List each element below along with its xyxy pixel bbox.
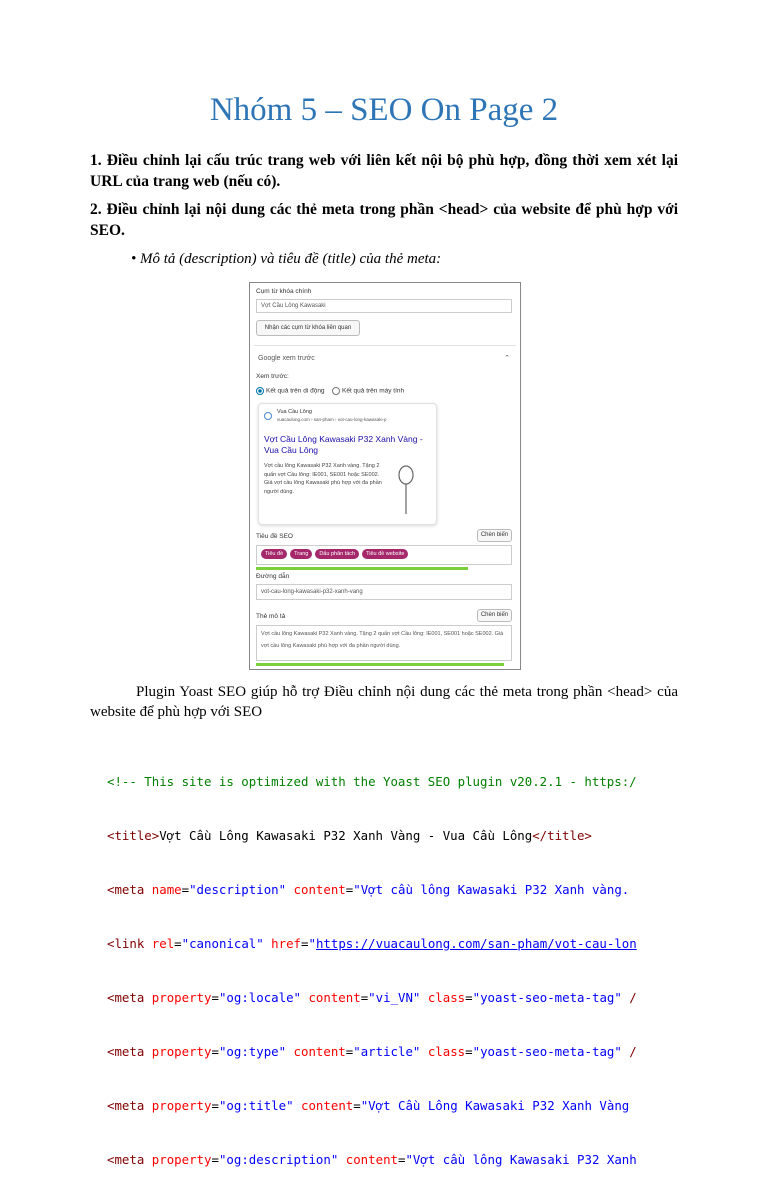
code-line-3: <meta name="description" content="Vợt cầu lông Kawasaki P32 Xanh vàng. [107,882,630,897]
google-result-card [258,403,437,525]
code-value: "og:type" [218,1044,287,1059]
code-value: "og:description" [218,1152,339,1167]
preview-mode-label: Xem trước: [256,373,289,380]
code-tag: <meta [107,1044,145,1059]
code-line-8: <meta property="og:description" content="Vợt cầu lông Kawasaki P32 Xanh [107,1152,637,1167]
code-line-6: <meta property="og:type" content="article" class="yoast-seo-meta-tag" / [107,1044,637,1059]
code-attr: content [345,1152,398,1167]
meta-description-label: Thẻ mô tả [256,613,286,620]
code-value: "Vợt cầu lông Kawasaki P32 Xanh vàng. [353,882,630,897]
code-tag: / [621,1044,637,1059]
code-value: "article" [353,1044,421,1059]
slug-input[interactable]: vot-cau-long-kawasaki-p32-xanh-vang [256,584,512,600]
code-attr: class [427,990,466,1005]
code-value: "vi_VN" [368,990,421,1005]
seo-title-progress-bar [256,567,468,570]
item-1-text: 1. Điều chỉnh lại cấu trúc trang web với liên kết nội bộ phù hợp, đồng thời xem xét lại URL của trang web (nếu có). [90,152,678,190]
desktop-option[interactable] [332,387,404,395]
chevron-up-icon[interactable]: ⌃ [504,355,510,362]
divider [254,345,516,346]
code-tag: <meta [107,882,145,897]
pill-site-title[interactable]: Tiêu đề website [362,549,408,559]
pill-page[interactable]: Trang [290,549,312,559]
code-line-1 [107,773,677,791]
item-2-text: 2. Điều chỉnh lại nội dung các thẻ meta trong phần <head> của website để phù hợp với SEO. [90,201,678,239]
code-attr: content [293,882,346,897]
keyphrase-input[interactable]: Vợt Cầu Lông Kawasaki [256,299,512,313]
seo-title-label: Tiêu đề SEO [256,533,293,540]
pill-separator[interactable]: Dấu phân tách [315,549,359,559]
code-value: "yoast-seo-meta-tag" [472,990,622,1005]
code-attr: property [151,1098,212,1113]
canonical-url-link[interactable]: https://vuacaulong.com/san-pham/vot-cau-lon [315,936,637,951]
code-tag: <title> [107,828,160,843]
badminton-racket-image [395,464,417,518]
slug-label: Đường dẫn [256,573,290,580]
code-attr: property [151,1044,212,1059]
code-value: "description" [189,882,287,897]
code-text: Vợt Cầu Lông Kawasaki P32 Xanh Vàng - Vua Cầu Lông [159,828,533,843]
code-comment: <!-- This site is optimized with the Yoast SEO plugin v20.2.1 - https:/ [107,774,637,789]
document-title: Nhóm 5 – SEO On Page 2 [209,92,559,128]
code-attr: class [427,1044,466,1059]
code-value: "Vợt Cầu Lông Kawasaki P32 Xanh Vàng [360,1098,630,1113]
bullet-meta-description: • Mô tả (description) và tiêu đề (title) của thẻ meta: [131,251,442,267]
code-value: "og:title" [218,1098,294,1113]
code-line-5: <meta property="og:locale" content="vi_VN" class="yoast-seo-meta-tag" / [107,990,637,1005]
site-favicon-icon [264,412,272,420]
site-url: vuacaulong.com › san-pham › vot-cau-long-kawasaki-p [277,417,387,422]
related-keyphrases-button[interactable]: Nhận các cụm từ khóa liên quan [256,320,360,336]
code-value: "og:locale" [218,990,301,1005]
seo-title-input[interactable] [256,545,512,565]
meta-description-input[interactable]: Vợt cầu lông Kawasaki P32 Xanh vàng. Tặng 2 quấn vợt Cầu lông: IE001, SE001 hoặc SE002. Giá vợt cầu lông Kawasaki phù hợp với đa phần người dùng. [256,625,512,661]
keyphrase-label: Cụm từ khóa chính [256,288,312,295]
meta-description-insert-variable-button[interactable]: Chèn biến [477,609,512,622]
code-value: "yoast-seo-meta-tag" [472,1044,622,1059]
mobile-radio[interactable] [256,387,264,395]
result-title[interactable]: Vợt Cầu Lông Kawasaki P32 Xanh Vàng - Vua Cầu Lông [264,434,423,455]
desktop-option-label: Kết quả trên máy tính [342,387,405,395]
code-value: "Vợt cầu lông Kawasaki P32 Xanh [405,1152,637,1167]
google-preview-heading[interactable]: Google xem trước [258,355,315,362]
code-attr: name [151,882,182,897]
code-line-7: <meta property="og:title" content="Vợt Cầu Lông Kawasaki P32 Xanh Vàng [107,1098,630,1113]
desktop-radio[interactable] [332,387,340,395]
code-quote: " [308,936,316,951]
code-tag: <link [107,936,145,951]
mobile-option[interactable] [256,387,325,395]
code-attr: content [301,1098,354,1113]
code-attr: property [151,1152,212,1167]
code-attr: content [293,1044,346,1059]
code-tag: </title> [532,828,592,843]
pill-title[interactable]: Tiêu đề [261,549,287,559]
code-tag: <meta [107,1152,145,1167]
code-line-4: <link rel="canonical" href="https://vuacaulong.com/san-pham/vot-cau-lon [107,936,637,951]
yoast-seo-screenshot [249,282,521,670]
result-description: Vợt cầu lông Kawasaki P32 Xanh vàng. Tặng 2 quấn vợt Cầu lông: IE001, SE001 hoặc SE002. Giá vợt cầu lông Kawasaki phù hợp với đa phần người dùng. [264,463,382,495]
screenshot-caption: Plugin Yoast SEO giúp hỗ trợ Điều chỉnh nội dung các thẻ meta trong phần <head> của website để phù hợp với SEO [90,684,678,720]
site-name: Vua Cầu Lông [277,409,312,415]
code-attr: href [271,936,302,951]
code-tag: <meta [107,990,145,1005]
code-tag: <meta [107,1098,145,1113]
meta-description-progress-bar [256,663,504,666]
code-value: "canonical" [181,936,264,951]
seo-title-insert-variable-button[interactable]: Chèn biến [477,529,512,542]
html-code-block [107,737,677,1187]
code-attr: content [308,990,361,1005]
mobile-option-label: Kết quả trên di động [266,387,325,395]
code-line-2 [107,827,677,845]
code-attr: property [151,990,212,1005]
code-attr: rel [151,936,175,951]
code-tag: / [621,990,637,1005]
